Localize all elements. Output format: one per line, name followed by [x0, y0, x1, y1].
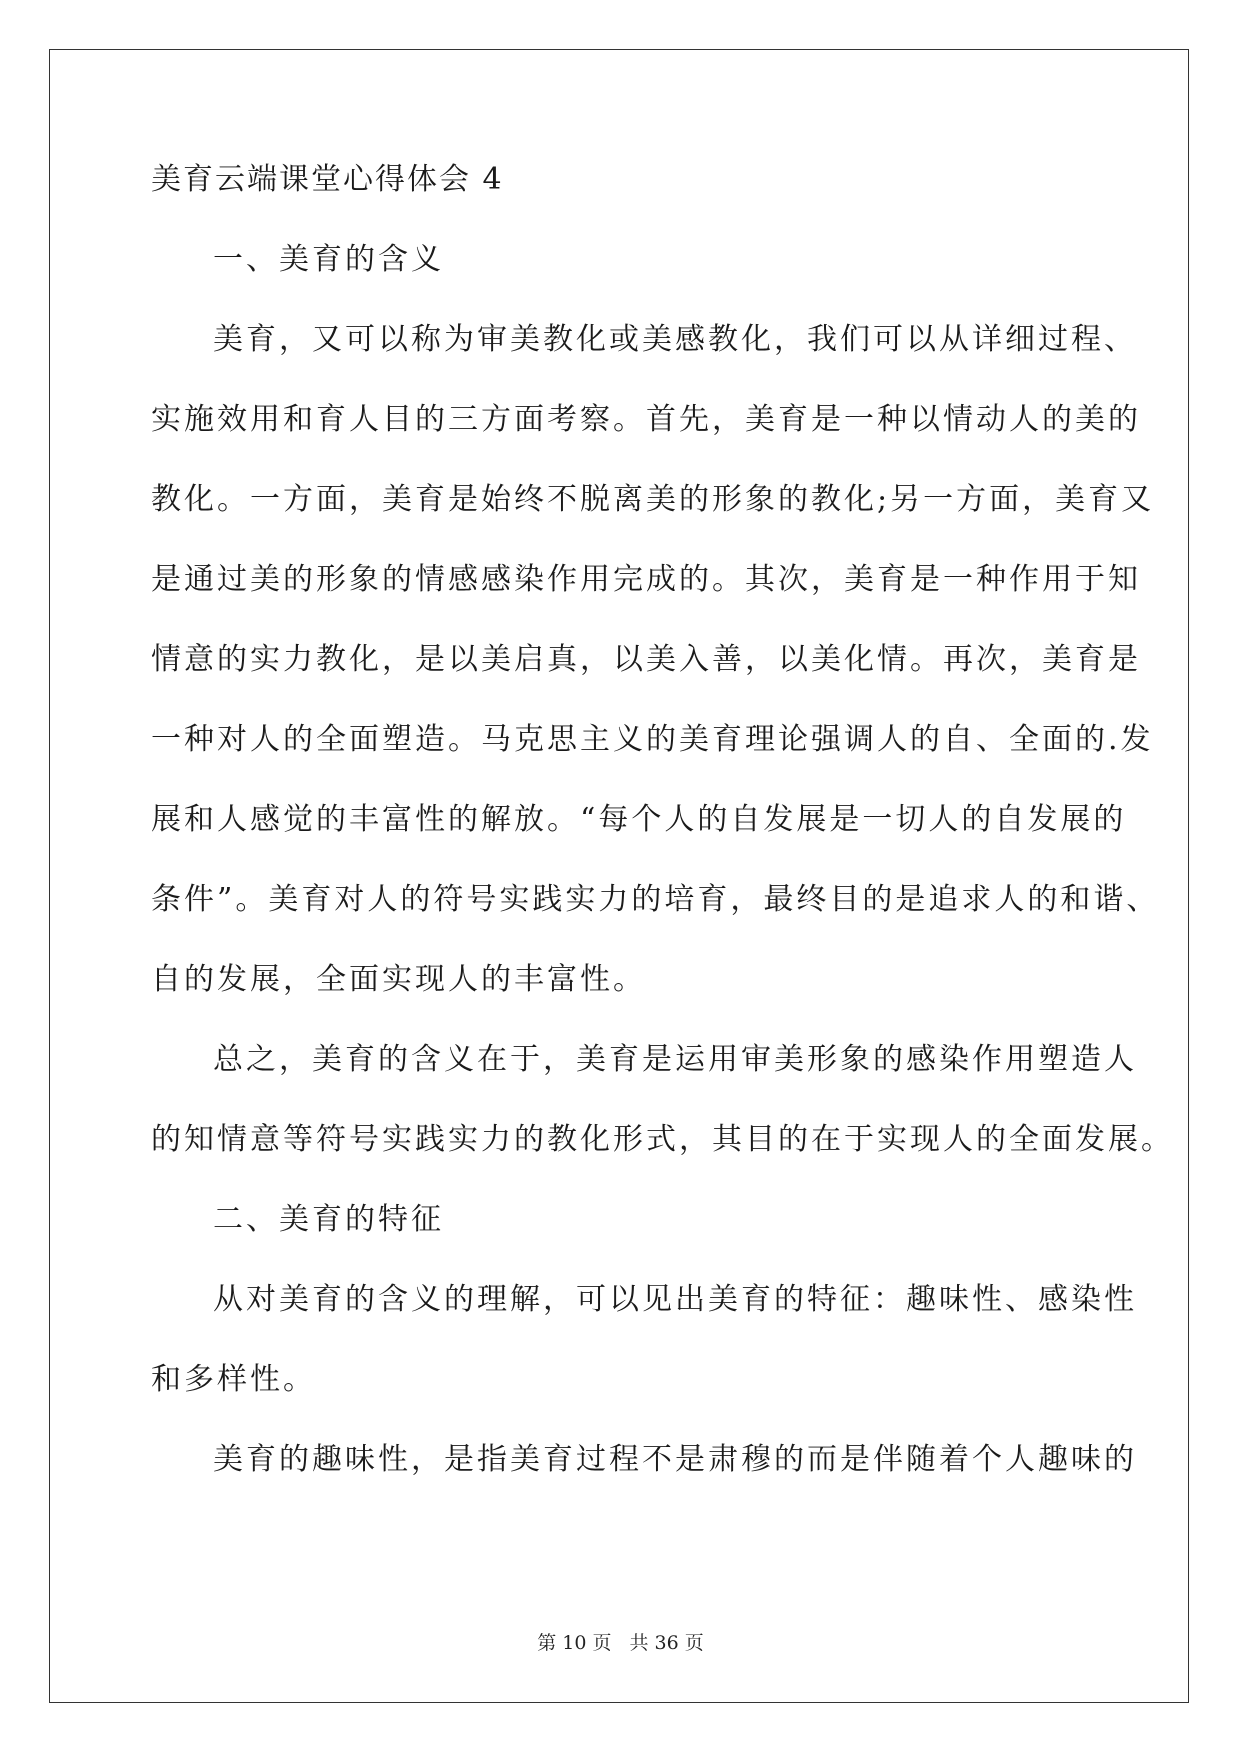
- paragraph-line: 美育的趣味性，是指美育过程不是肃穆的而是伴随着个人趣味的: [213, 1442, 1137, 1477]
- section-heading-2: 二、美育的特征: [213, 1202, 444, 1237]
- paragraph-line: 从对美育的含义的理解，可以见出美育的特征：趣味性、感染性: [213, 1282, 1137, 1317]
- paragraph-line: 条件”。美育对人的符号实践实力的培育，最终目的是追求人的和谐、: [151, 882, 1160, 917]
- paragraph-line: 一种对人的全面塑造。马克思主义的美育理论强调人的自、全面的.发: [151, 722, 1154, 757]
- paragraph-line: 自的发展，全面实现人的丰富性。: [151, 962, 646, 997]
- document-body: [151, 160, 1174, 1520]
- paragraph-line: 情意的实力教化，是以美启真，以美入善，以美化情。再次，美育是: [151, 642, 1141, 677]
- paragraph-line: 是通过美的形象的情感感染作用完成的。其次，美育是一种作用于知: [151, 562, 1141, 597]
- paragraph-line: 总之，美育的含义在于，美育是运用审美形象的感染作用塑造人: [213, 1042, 1137, 1077]
- paragraph-line: 实施效用和育人目的三方面考察。首先，美育是一种以情动人的美的: [151, 402, 1141, 437]
- paragraph-line: 展和人感觉的丰富性的解放。“每个人的自发展是一切人的自发展的: [151, 802, 1127, 837]
- page-footer: [0, 1631, 1241, 1655]
- paragraph-line: 的知情意等符号实践实力的教化形式，其目的在于实现人的全面发展。: [151, 1122, 1174, 1157]
- page-number-current: 第 10 页: [537, 1632, 612, 1654]
- paragraph-line: 美育，又可以称为审美教化或美感教化，我们可以从详细过程、: [213, 322, 1137, 357]
- paragraph-line: 和多样性。: [151, 1362, 316, 1397]
- paragraph-line: 教化。一方面，美育是始终不脱离美的形象的教化;另一方面，美育又: [151, 482, 1155, 517]
- document-title: 美育云端课堂心得体会 4: [151, 162, 504, 197]
- section-heading-1: 一、美育的含义: [213, 242, 444, 277]
- page-number-total: 共 36 页: [629, 1632, 704, 1654]
